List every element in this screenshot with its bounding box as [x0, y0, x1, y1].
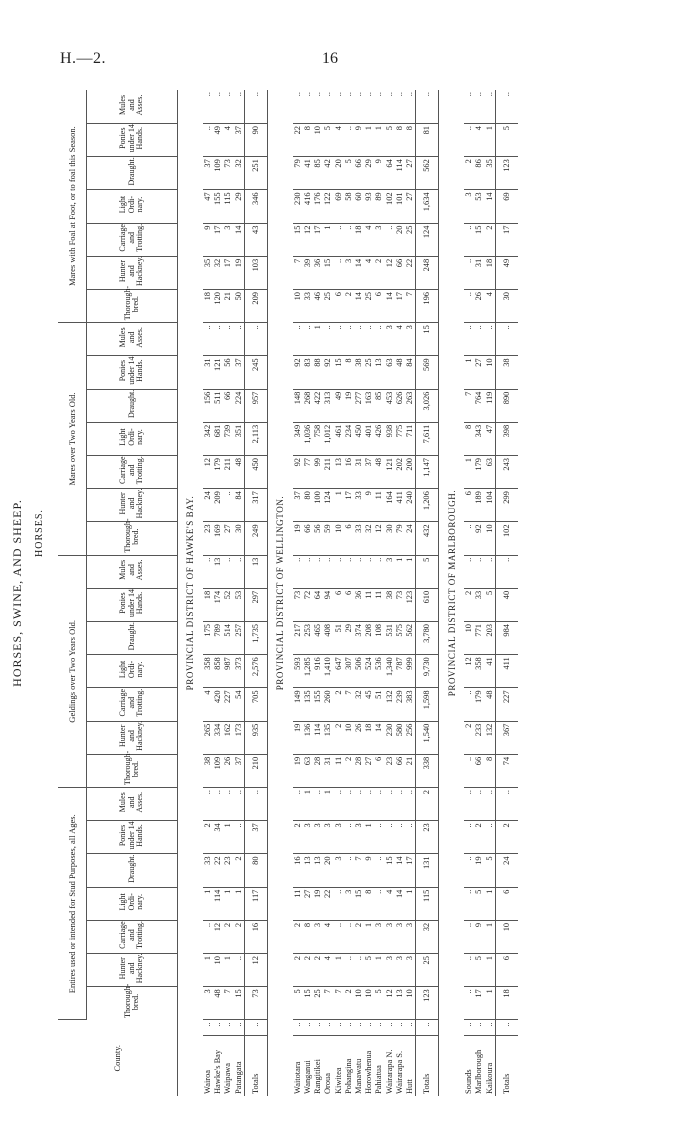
totals-cell: 131 [416, 854, 439, 887]
totals-cell: 5 [495, 124, 518, 157]
sub-column-header: Ponies under 14 Hands. [118, 821, 145, 850]
sub-column-header: Thorough-bred. [122, 750, 140, 786]
data-cell: 156 511 66 224 [203, 389, 244, 422]
horses-caption: HORSES. [34, 509, 45, 557]
totals-cell: 37 [244, 821, 267, 854]
data-cell: 6 189 104 [464, 489, 495, 522]
totals-cell: 16 [244, 920, 267, 953]
totals-cell: 1,540 [416, 721, 439, 754]
totals-cell: 2 [416, 788, 439, 821]
data-cell: .. .. .. .. [203, 788, 244, 821]
totals-cell: 890 [495, 389, 518, 422]
data-cell: .. 9 1 [464, 920, 495, 953]
data-cell: .. 17 1 [464, 987, 495, 1020]
totals-cell: 18 [495, 987, 518, 1020]
totals-cell: 102 [495, 522, 518, 555]
data-cell: 175 789 514 257 [203, 622, 244, 655]
totals-cell: 40 [495, 588, 518, 621]
data-cell: 8 343 47 [464, 422, 495, 455]
data-cell: .. 66 8 [464, 754, 495, 787]
county-names: Wairoa Hawke's Bay Waipawa Patangata [203, 1049, 243, 1094]
sub-column-header: Draught. [126, 389, 136, 418]
page-number: 16 [322, 50, 338, 67]
totals-cell: .. [244, 788, 267, 821]
data-cell: 31 121 56 37 [203, 356, 244, 389]
sub-column-header: Hunter and Hackney. [118, 720, 145, 751]
sub-column-header: Hunter and Hackney. [118, 488, 145, 519]
sub-column-header: Light Ordi-nary. [118, 428, 145, 446]
totals-leader: .. [416, 1020, 439, 1036]
totals-cell: 49 [495, 256, 518, 289]
totals-cell: .. [495, 90, 518, 124]
data-cell: 1 10 1 .. [203, 954, 244, 987]
county-leaders: .. .. .. .. .. .. .. .. .. .. .. .. [293, 1020, 416, 1036]
data-cell: .. 31 18 [464, 256, 495, 289]
sub-column-header: Mules and Asses. [118, 559, 145, 581]
totals-cell: 569 [416, 356, 439, 389]
totals-cell: 30 [495, 290, 518, 323]
district-title: PROVINCIAL DISTRICT OF MARLBOROUGH. [439, 90, 465, 1096]
totals-cell: 9,730 [416, 655, 439, 688]
data-cell: 37 109 73 32 [203, 157, 244, 190]
totals-cell: 245 [244, 356, 267, 389]
data-cell: 11 27 19 22 .. 3 15 8 .. 4 14 1 [293, 887, 416, 920]
totals-cell: 1,735 [244, 622, 267, 655]
totals-cell: 317 [244, 489, 267, 522]
data-cell: 358 858 987 373 [203, 655, 244, 688]
totals-cell: 103 [244, 256, 267, 289]
totals-cell: 80 [244, 854, 267, 887]
sub-column-header: Hunter and Hackney. [118, 953, 145, 984]
column-group-header: Mares over Two Years Old. [58, 323, 87, 555]
totals-cell: 5 [416, 555, 439, 588]
totals-cell: 115 [416, 887, 439, 920]
totals-cell: 6 [495, 887, 518, 920]
data-cell: 2 86 35 [464, 157, 495, 190]
data-cell: 148 268 422 313 49 19 277 163 85 453 626 263 [293, 389, 416, 422]
totals-cell: 2,576 [244, 655, 267, 688]
totals-cell: 32 [416, 920, 439, 953]
totals-label: Totals [244, 1036, 267, 1096]
totals-cell: 7,611 [416, 422, 439, 455]
data-cell: .. 19 5 [464, 854, 495, 887]
data-cell: .. .. .. .. .. .. .. .. .. .. .. .. [293, 90, 416, 124]
totals-cell: .. [495, 788, 518, 821]
data-cell: 38 109 26 37 [203, 754, 244, 787]
data-cell: 92 77 99 211 13 16 31 37 48 121 202 200 [293, 456, 416, 489]
totals-cell: 299 [495, 489, 518, 522]
totals-cell: 74 [495, 754, 518, 787]
data-cell: 1 27 10 [464, 356, 495, 389]
sub-column-header: Thorough-bred. [122, 286, 140, 321]
sub-column-header: Hunter and Hackney. [118, 256, 145, 286]
totals-cell: 1,147 [416, 456, 439, 489]
totals-cell: 249 [244, 522, 267, 555]
sub-column-header: Carriage and Trotting. [118, 688, 145, 717]
column-group-header: Mares with Foal at Foot, or to foal this Season. [58, 90, 87, 323]
county-leaders: .. .. .. [464, 1020, 495, 1036]
totals-cell: 210 [244, 754, 267, 787]
data-cell: .. .. .. [464, 788, 495, 821]
data-cell: 79 41 85 42 20 5 66 29 9 64 114 27 [293, 157, 416, 190]
data-cell: .. 15 2 [464, 223, 495, 256]
totals-cell: 13 [244, 555, 267, 588]
totals-cell: 117 [244, 887, 267, 920]
totals-cell: 17 [495, 223, 518, 256]
totals-cell: 123 [495, 157, 518, 190]
totals-cell: 1,598 [416, 688, 439, 721]
totals-cell: 346 [244, 190, 267, 223]
data-cell: 1 179 63 [464, 456, 495, 489]
data-cell: 217 253 465 408 51 29 374 208 108 531 575 562 [293, 622, 416, 655]
totals-cell: 43 [244, 223, 267, 256]
totals-cell: .. [244, 90, 267, 124]
totals-cell: 1,634 [416, 190, 439, 223]
totals-cell: 2 [495, 821, 518, 854]
data-cell: .. .. .. .. [203, 323, 244, 356]
document-code: H.—2. [60, 50, 107, 67]
data-cell: .. 5 1 [464, 887, 495, 920]
totals-leader: .. [244, 1020, 267, 1036]
totals-cell: 196 [416, 290, 439, 323]
totals-cell: 705 [244, 688, 267, 721]
data-cell: 24 209 .. 84 [203, 489, 244, 522]
totals-cell: 227 [495, 688, 518, 721]
totals-cell: 562 [416, 157, 439, 190]
column-group-header: Geldings over Two Years Old. [58, 555, 87, 787]
totals-cell: 243 [495, 456, 518, 489]
data-cell: 2 233 132 [464, 721, 495, 754]
data-cell: 5 15 25 7 7 2 10 10 5 12 13 10 [293, 987, 416, 1020]
data-cell: .. 49 4 37 [203, 124, 244, 157]
data-cell: .. 92 10 [464, 522, 495, 555]
sub-column-header: Mules and Asses. [118, 791, 145, 813]
data-cell: 4 420 227 54 [203, 688, 244, 721]
totals-cell: .. [495, 555, 518, 588]
sub-column-header: Light Ordi-nary. [118, 660, 145, 679]
data-cell: 73 72 64 94 6 6 36 11 11 38 73 123 [293, 588, 416, 621]
totals-cell: 432 [416, 522, 439, 555]
data-cell: 10 33 46 25 6 2 14 25 6 14 17 7 [293, 290, 416, 323]
data-cell: 12 358 41 [464, 655, 495, 688]
data-cell: .. 26 4 [464, 290, 495, 323]
sub-column-header: Draught. [126, 157, 136, 186]
data-cell: 7 39 36 15 .. 3 14 4 2 12 66 22 [293, 256, 416, 289]
totals-cell: 81 [416, 124, 439, 157]
data-cell: .. 12 2 2 [203, 920, 244, 953]
totals-cell: 6 [495, 954, 518, 987]
totals-cell: 38 [495, 356, 518, 389]
county-leaders: .. .. .. .. [203, 1020, 244, 1036]
sub-column-header: Ponies under 14 Hands. [118, 588, 145, 618]
totals-cell: 123 [416, 987, 439, 1020]
sub-column-header: Draught. [126, 622, 136, 651]
data-cell: 18 120 21 50 [203, 290, 244, 323]
totals-cell: 69 [495, 190, 518, 223]
table-frame [58, 90, 638, 1096]
totals-cell: .. [495, 323, 518, 356]
sub-column-header: Thorough-bred. [122, 518, 140, 553]
data-cell: 9 17 3 14 [203, 223, 244, 256]
sub-column-header: Carriage and Trotting. [118, 223, 145, 252]
data-cell: 10 771 203 [464, 622, 495, 655]
totals-leader: .. [495, 1020, 518, 1036]
data-cell: 2 34 1 .. [203, 821, 244, 854]
data-cell: .. .. 1 .. .. .. .. .. .. 3 4 3 [293, 323, 416, 356]
totals-cell: 610 [416, 588, 439, 621]
data-cell: .. 179 48 [464, 688, 495, 721]
data-cell: .. 1 .. 1 .. .. .. .. .. .. .. .. [293, 788, 416, 821]
data-cell: 37 80 100 124 1 17 33 9 11 164 411 240 [293, 489, 416, 522]
data-cell: .. .. .. [464, 323, 495, 356]
data-cell: 2 3 3 3 3 .. 3 1 .. .. .. .. [293, 821, 416, 854]
data-cell: 33 22 23 2 [203, 854, 244, 887]
data-cell: 2 33 5 [464, 588, 495, 621]
totals-cell: 3,026 [416, 389, 439, 422]
totals-cell: 124 [416, 223, 439, 256]
sub-column-header: Ponies under 14 Hands. [118, 124, 145, 153]
data-cell: .. 4 1 [464, 124, 495, 157]
totals-cell: .. [416, 90, 439, 124]
totals-cell: 984 [495, 622, 518, 655]
data-cell: 230 416 176 122 69 58 60 93 89 102 101 27 [293, 190, 416, 223]
data-cell: .. .. .. [464, 90, 495, 124]
sub-column-header: Light Ordi-nary. [118, 195, 145, 214]
data-cell: 2 2 2 4 1 .. .. 5 1 3 3 3 [293, 954, 416, 987]
data-cell: 16 13 13 20 3 .. 7 9 .. 15 14 17 [293, 854, 416, 887]
totals-label: Totals [416, 1036, 439, 1096]
totals-cell: 1,206 [416, 489, 439, 522]
data-cell: 3 53 14 [464, 190, 495, 223]
rotated-table-area [10, 90, 638, 1096]
totals-cell: 23 [416, 821, 439, 854]
data-cell: .. 5 1 [464, 954, 495, 987]
totals-cell: 338 [416, 754, 439, 787]
totals-cell: 935 [244, 721, 267, 754]
totals-cell: .. [244, 323, 267, 356]
data-cell: 149 135 155 260 2 7 32 45 51 132 239 383 [293, 688, 416, 721]
county-names: Waitotara Wanganui Rangitikei Oroua Kiwitea Pohangina Manawatu Horowhenua Pahiatua Wairarapa N. Wairarapa S. Hutt [292, 1049, 415, 1094]
data-cell: 18 174 52 53 [203, 588, 244, 621]
totals-cell: 90 [244, 124, 267, 157]
totals-cell: 12 [244, 954, 267, 987]
data-cell: 92 83 88 92 15 8 38 25 13 63 48 84 [293, 356, 416, 389]
totals-cell: 2,113 [244, 422, 267, 455]
totals-cell: 398 [495, 422, 518, 455]
data-cell: 35 32 17 19 [203, 256, 244, 289]
column-group-header: Entires used or intended for Stud Purposes, all Ages. [58, 788, 87, 1020]
sub-column-header: Mules and Asses. [118, 327, 145, 348]
data-cell: 22 8 10 5 4 .. 9 1 1 5 8 8 [293, 124, 416, 157]
sub-column-header: Ponies under 14 Hands. [118, 356, 145, 385]
sub-column-header: Carriage and Trotting. [118, 456, 145, 485]
data-cell: 342 681 739 351 [203, 422, 244, 455]
data-cell: 15 12 17 1 .. .. 18 4 3 .. 20 25 [293, 223, 416, 256]
district-title: PROVINCIAL DISTRICT OF HAWKE'S BAY. [185, 495, 196, 691]
data-cell: 23 169 27 30 [203, 522, 244, 555]
data-cell: .. .. .. .. .. .. .. .. .. 3 1 1 [293, 555, 416, 588]
sub-column-header: Draught. [126, 854, 136, 883]
data-cell: 47 155 115 29 [203, 190, 244, 223]
totals-cell: 297 [244, 588, 267, 621]
sub-column-header: Mules and Asses. [118, 94, 145, 116]
totals-cell: 3,780 [416, 622, 439, 655]
totals-cell: 248 [416, 256, 439, 289]
data-cell: 12 179 211 48 [203, 456, 244, 489]
data-cell: 593 1,285 916 1,410 647 307 506 524 536 1,340 787 999 [293, 655, 416, 688]
sub-column-header: Carriage and Trotting. [118, 921, 145, 950]
totals-label: Totals [495, 1036, 518, 1096]
data-cell: 2 8 3 4 .. .. 2 1 3 3 3 3 [293, 920, 416, 953]
county-names: Sounds Marlborough Kaikoura [464, 1049, 494, 1094]
data-cell: 19 66 56 59 10 6 33 32 12 30 79 24 [293, 522, 416, 555]
data-cell: .. .. .. [464, 555, 495, 588]
data-cell: 3 48 7 15 [203, 987, 244, 1020]
totals-cell: 411 [495, 655, 518, 688]
data-cell: 19 136 114 135 2 10 26 18 14 230 580 256 [293, 721, 416, 754]
data-cell: 1 114 1 1 [203, 887, 244, 920]
totals-cell: 10 [495, 920, 518, 953]
district-title: PROVINCIAL DISTRICT OF WELLINGTON. [267, 90, 293, 1096]
totals-cell: 25 [416, 954, 439, 987]
totals-cell: 15 [416, 323, 439, 356]
totals-cell: 209 [244, 290, 267, 323]
totals-cell: 73 [244, 987, 267, 1020]
totals-cell: 367 [495, 721, 518, 754]
data-cell: .. 2 .. [464, 821, 495, 854]
data-cell: .. 13 .. .. [203, 555, 244, 588]
totals-cell: 24 [495, 854, 518, 887]
data-cell: 349 1,036 758 1,012 461 234 450 401 426 938 775 711 [293, 422, 416, 455]
table-title: HORSES, SWINE, AND SHEEP. [10, 499, 24, 687]
data-cell: 265 334 162 173 [203, 721, 244, 754]
totals-cell: 251 [244, 157, 267, 190]
totals-cell: 450 [244, 456, 267, 489]
data-cell: 7 764 119 [464, 389, 495, 422]
totals-cell: 957 [244, 389, 267, 422]
sub-column-header: Thorough-bred. [122, 983, 140, 1018]
data-cell: 19 63 28 31 11 2 28 27 6 23 66 21 [293, 754, 416, 787]
data-cell: .. .. .. .. [203, 90, 244, 124]
county-header: County. [58, 1020, 178, 1096]
sub-column-header: Light Ordi-nary. [118, 893, 145, 911]
